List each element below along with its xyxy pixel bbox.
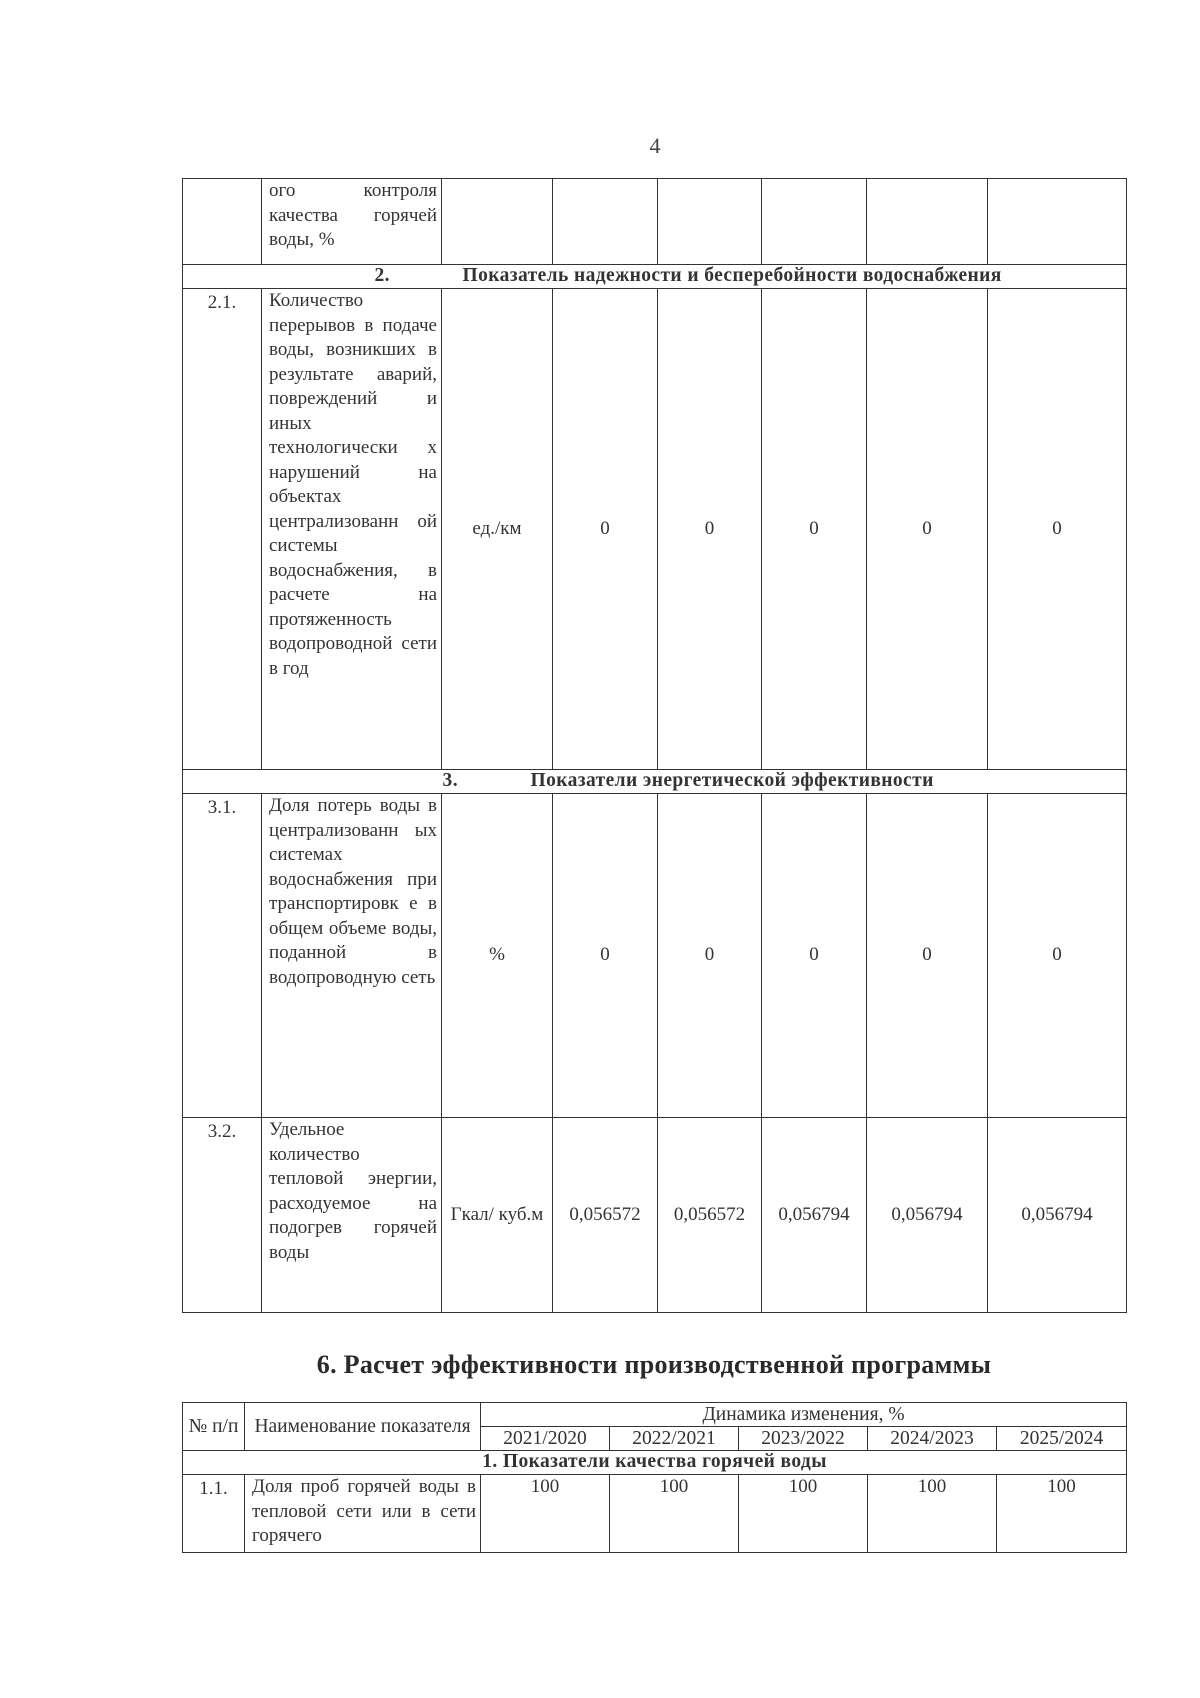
- indicator-name-cell: Доля проб горячей воды в тепловой сети или в сети горячего: [245, 1475, 481, 1553]
- value-cell: 0: [867, 794, 988, 1118]
- section-number: 3.: [442, 770, 458, 791]
- unit-cell: ед./км: [442, 289, 553, 770]
- value-cell: 0,056794: [867, 1118, 988, 1313]
- value-cell: 0,056794: [762, 1118, 867, 1313]
- value-cell: 100: [868, 1475, 997, 1553]
- value-cell: [867, 179, 988, 265]
- column-header-year: 2024/2023: [868, 1427, 997, 1451]
- value-cell: [553, 179, 658, 265]
- value-cell: 0: [553, 794, 658, 1118]
- section-row: [183, 770, 1127, 794]
- value-cell: 0: [867, 289, 988, 770]
- value-cell: 0,056572: [553, 1118, 658, 1313]
- column-header-dynamics: Динамика изменения, %: [481, 1403, 1127, 1427]
- section-row: [183, 1451, 1127, 1475]
- value-cell: 100: [739, 1475, 868, 1553]
- num-cell: [183, 179, 262, 265]
- section-title-text: Показатели энергетической эффективности: [530, 770, 934, 791]
- row-number: 3.1.: [183, 794, 262, 1118]
- table-row-1-1: [183, 1475, 1127, 1553]
- column-header-name: Наименование показателя: [245, 1403, 481, 1451]
- table-row-3-1: [183, 794, 1127, 1118]
- section-number: 2.: [374, 265, 390, 286]
- value-cell: 0: [658, 794, 762, 1118]
- row-number: 3.2.: [183, 1118, 262, 1313]
- table-header-row: [183, 1403, 1127, 1427]
- indicator-name-cell: Удельное количество тепловой энергии, расходуемое на подогрев горячей воды: [262, 1118, 442, 1313]
- indicators-table: [182, 178, 1127, 1313]
- value-cell: 0: [658, 289, 762, 770]
- section-title-1: 1. Показатели качества горячей воды: [183, 1451, 1127, 1475]
- table-row-3-2: [183, 1118, 1127, 1313]
- value-cell: [762, 179, 867, 265]
- column-header-year: 2023/2022: [739, 1427, 868, 1451]
- unit-cell: Гкал/ куб.м: [442, 1118, 553, 1313]
- value-cell: 0: [988, 794, 1127, 1118]
- value-cell: 100: [997, 1475, 1127, 1553]
- value-cell: [658, 179, 762, 265]
- value-cell: [988, 179, 1127, 265]
- value-cell: 0: [553, 289, 658, 770]
- column-header-year: 2022/2021: [610, 1427, 739, 1451]
- efficiency-table: [182, 1402, 1127, 1553]
- value-cell: 100: [610, 1475, 739, 1553]
- section-6-heading: 6. Расчет эффективности производственной программы: [316, 1350, 992, 1379]
- column-header-year: 2021/2020: [481, 1427, 610, 1451]
- indicator-name-cell: Количество перерывов в подаче воды, возникших в результате аварий, повреждений и иных технологически х нарушений на объектах централизованн ой системы водоснабжения, в расчете на протяженность водопроводной сети в год: [262, 289, 442, 770]
- page-number: 4: [649, 133, 661, 158]
- unit-cell: [442, 179, 553, 265]
- column-header-number: № п/п: [183, 1403, 245, 1451]
- value-cell: 0: [762, 289, 867, 770]
- section-title-text: Показатель надежности и бесперебойности водоснабжения: [462, 265, 1002, 286]
- section-row: [183, 265, 1127, 289]
- section-title-2: [183, 265, 1127, 289]
- indicator-name-cell: ого контроля качества горячей воды, %: [262, 179, 442, 265]
- value-cell: 0: [988, 289, 1127, 770]
- value-cell: 0,056572: [658, 1118, 762, 1313]
- unit-cell: %: [442, 794, 553, 1118]
- row-number: 1.1.: [183, 1475, 245, 1553]
- column-header-year: 2025/2024: [997, 1427, 1127, 1451]
- value-cell: 0,056794: [988, 1118, 1127, 1313]
- table-row-2-1: [183, 289, 1127, 770]
- row-number: 2.1.: [183, 289, 262, 770]
- indicator-name-cell: Доля потерь воды в централизованн ых системах водоснабжения при транспортировк е в общем объеме воды, поданной в водопроводную сеть: [262, 794, 442, 1118]
- value-cell: 100: [481, 1475, 610, 1553]
- value-cell: 0: [762, 794, 867, 1118]
- section-title-3: [183, 770, 1127, 794]
- table-row-continuation: [183, 179, 1127, 265]
